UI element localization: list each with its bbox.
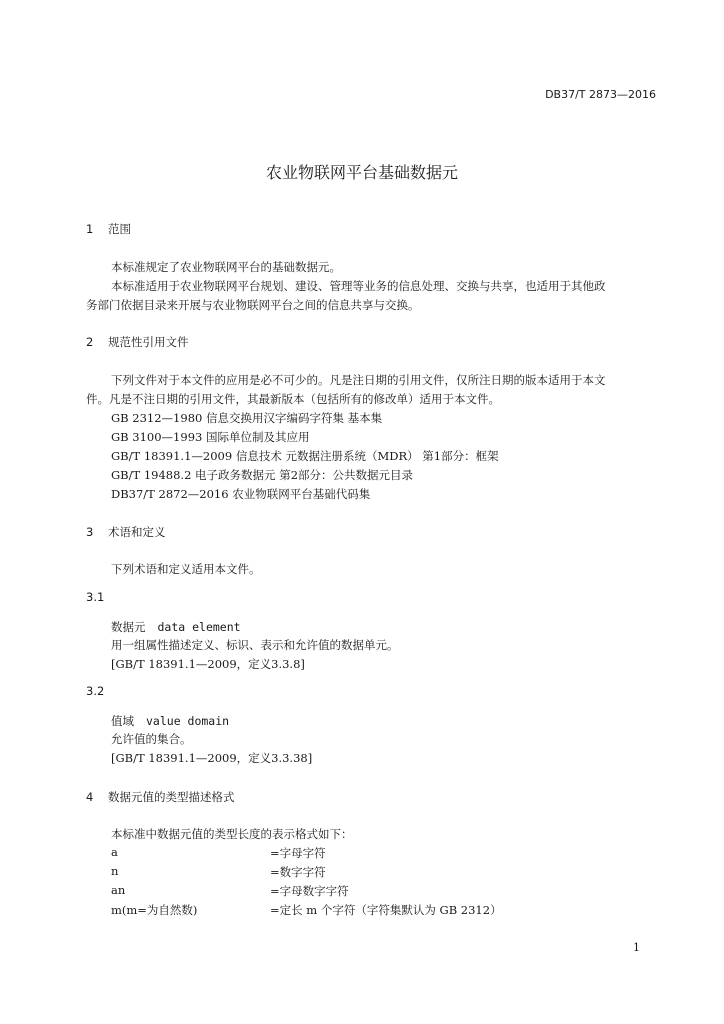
term-source: [GB/T 18391.1—2009，定义3.3.38]: [111, 751, 313, 765]
reference-item: GB/T 18391.1—2009 信息技术 元数据注册系统（MDR） 第1部分：框架: [111, 449, 499, 463]
term-chinese: 数据元: [111, 620, 146, 634]
term-definition: 用一组属性描述定义、标识、表示和允许值的数据单元。: [111, 638, 399, 652]
section-number: 1: [86, 222, 94, 236]
format-description: =定长 m 个字符（字符集默认为 GB 2312）: [270, 903, 502, 917]
reference-item: GB 3100—1993 国际单位制及其应用: [111, 430, 310, 444]
paragraph: 本标准规定了农业物联网平台的基础数据元。: [111, 260, 341, 274]
section-1-heading: [86, 221, 131, 237]
format-description: =数字字符: [270, 865, 326, 879]
section-number: 2: [86, 335, 94, 349]
section-title: 数据元值的类型描述格式: [108, 790, 235, 804]
format-code: n: [111, 864, 119, 878]
paragraph: 下列文件对于本文件的应用是必不可少的。凡是注日期的引用文件，仅所注日期的版本适用于本文: [111, 373, 606, 387]
reference-item: GB/T 19488.2 电子政务数据元 第2部分：公共数据元目录: [111, 468, 414, 482]
doc-code: DB37/T 2873—2016: [545, 88, 656, 101]
format-description: =字母字符: [270, 846, 326, 860]
page-title: 农业物联网平台基础数据元: [265, 163, 458, 182]
paragraph: 本标准适用于农业物联网平台规划、建设、管理等业务的信息处理、交换与共享，也适用于其他政: [111, 279, 606, 293]
section-title: 术语和定义: [108, 525, 166, 539]
term-chinese: 值域: [111, 714, 134, 728]
paragraph: 下列术语和定义适用本文件。: [111, 562, 261, 576]
term-definition: 允许值的集合。: [111, 732, 192, 746]
section-number: 3: [86, 525, 94, 539]
section-3-heading: [86, 524, 166, 540]
term-heading: [111, 619, 241, 635]
term-number: 3.2: [86, 684, 105, 698]
section-number: 4: [86, 790, 94, 804]
page-number: 1: [633, 941, 640, 954]
section-4-heading: [86, 789, 235, 805]
section-title: 规范性引用文件: [108, 335, 189, 349]
section-2-heading: [86, 334, 189, 350]
paragraph: 件。凡是不注日期的引用文件，其最新版本（包括所有的修改单）适用于本文件。: [86, 392, 500, 406]
format-description: =字母数字字符: [270, 884, 349, 898]
term-heading: [111, 713, 229, 729]
term-source: [GB/T 18391.1—2009，定义3.3.8]: [111, 657, 305, 671]
paragraph: 本标准中数据元值的类型长度的表示格式如下：: [111, 827, 353, 841]
format-code: a: [111, 845, 118, 859]
format-code: an: [111, 883, 126, 897]
term-number: 3.1: [86, 590, 105, 604]
format-code: m(m=为自然数): [111, 903, 198, 917]
term-english: value domain: [146, 714, 230, 728]
paragraph: 务部门依据目录来开展与农业物联网平台之间的信息共享与交换。: [86, 298, 420, 312]
term-english: data element: [157, 620, 241, 634]
section-title: 范围: [108, 222, 131, 236]
reference-item: DB37/T 2872—2016 农业物联网平台基础代码集: [111, 487, 371, 501]
reference-item: GB 2312—1980 信息交换用汉字编码字符集 基本集: [111, 411, 383, 425]
